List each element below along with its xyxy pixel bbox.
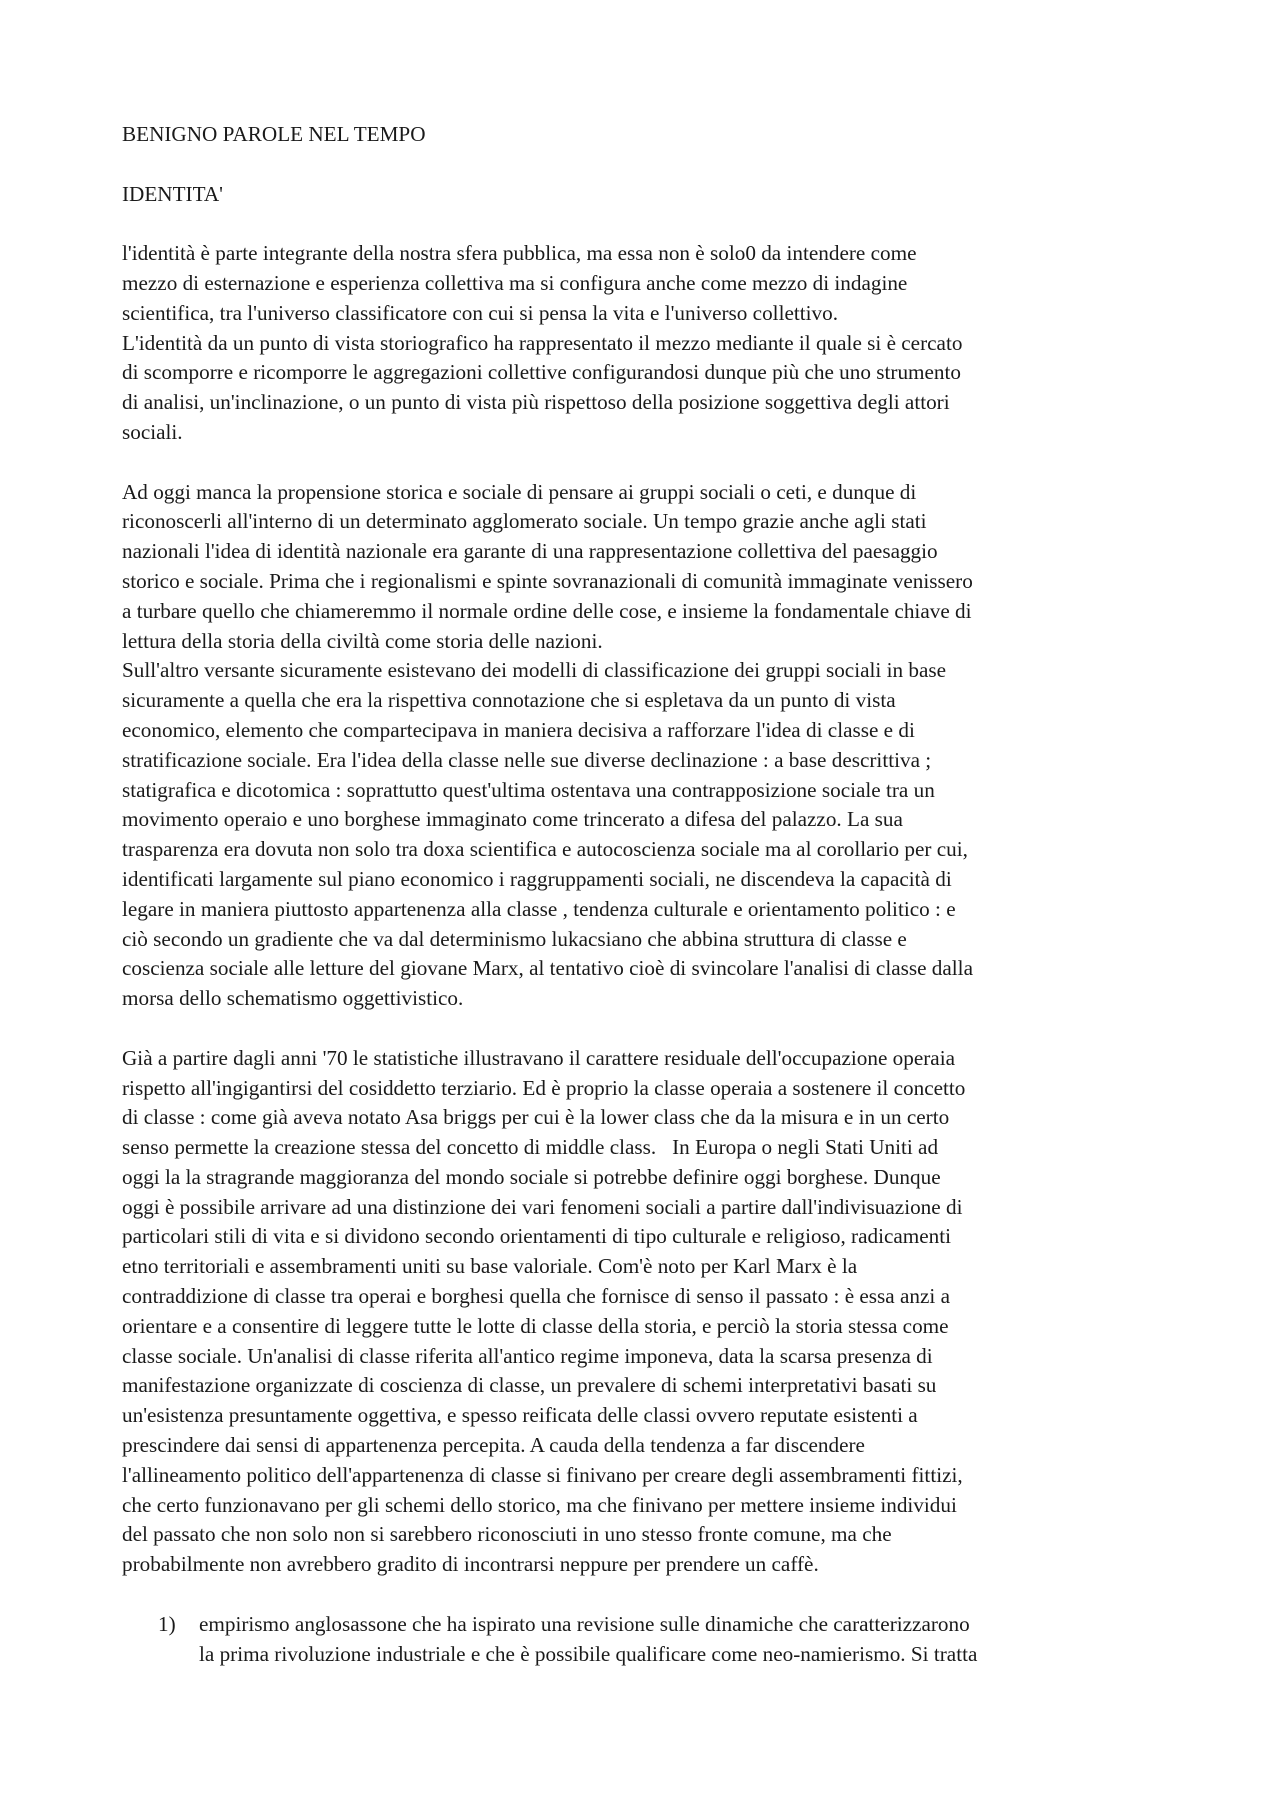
numbered-list — [122, 1610, 1182, 1670]
text-line: prescindere dai sensi di appartenenza percepita. A cauda della tendenza a far discendere — [122, 1433, 865, 1458]
list-item-number: 1) — [158, 1611, 176, 1636]
text-line: classe sociale. Un'analisi di classe riferita all'antico regime imponeva, data la scarsa presenza di — [122, 1343, 933, 1368]
text-line: morsa dello schematismo oggettivistico. — [122, 986, 464, 1011]
list-item — [122, 1610, 1182, 1670]
text-line: statigrafica e dicotomica : soprattutto quest'ultima ostentava una contrapposizione sociale tra un — [122, 777, 935, 802]
text-line: rispetto all'ingigantirsi del cosiddetto terziario. Ed è proprio la classe operaia a sostenere il concetto — [122, 1075, 966, 1100]
text-line: ciò secondo un gradiente che va dal determinismo lukacsiano che abbina struttura di classe e — [122, 926, 907, 951]
text-line: nazionali l'idea di identità nazionale era garante di una rappresentazione collettiva del paesaggio — [122, 539, 938, 564]
text-line: a turbare quello che chiameremmo il normale ordine delle cose, e insieme la fondamentale chiave di — [122, 598, 972, 623]
text-line: identificati largamente sul piano economico i raggruppamenti sociali, ne discendeva la capacità di — [122, 866, 952, 891]
text-line: del passato che non solo non si sarebbero riconosciuti in uno stesso fronte comune, ma che — [122, 1522, 892, 1547]
text-line: che certo funzionavano per gli schemi dello storico, ma che finivano per mettere insieme individui — [122, 1492, 957, 1517]
text-line: un'esistenza presuntamente oggettiva, e spesso reificata delle classi ovvero reputate esistenti a — [122, 1403, 918, 1428]
text-line: la prima rivoluzione industriale e che è possibile qualificare come neo-namierismo. Si tratta — [199, 1641, 978, 1666]
text-line: L'identità da un punto di vista storiografico ha rappresentato il mezzo mediante il quale si è cercato — [122, 330, 963, 355]
section-heading: IDENTITA' — [122, 181, 223, 206]
text-line: storico e sociale. Prima che i regionalismi e spinte sovranazionali di comunità immaginate venissero — [122, 568, 973, 593]
text-line: trasparenza era dovuta non solo tra doxa scientifica e autocoscienza sociale ma al corollario per cui, — [122, 837, 968, 862]
text-line: particolari stili di vita e si dividono secondo orientamenti di tipo culturale e religioso, radicamenti — [122, 1224, 952, 1249]
text-line: mezzo di esternazione e esperienza collettiva ma si configura anche come mezzo di indagine — [122, 270, 908, 295]
text-line: Già a partire dagli anni '70 le statistiche illustravano il carattere residuale dell'occupazione operaia — [122, 1045, 955, 1070]
text-line: senso permette la creazione stessa del concetto di middle class. In Europa o negli Stati Uniti ad — [122, 1135, 939, 1160]
text-line: movimento operaio e uno borghese immaginato come trincerato a difesa del palazzo. La sua — [122, 807, 903, 832]
paragraph-3 — [122, 1044, 1182, 1580]
text-line: lettura della storia della civiltà come storia delle nazioni. — [122, 628, 603, 653]
text-line: di classe : come già aveva notato Asa briggs per cui è la lower class che da la misura e in un certo — [122, 1105, 950, 1130]
text-line: contraddizione di classe tra operai e borghesi quella che fornisce di senso il passato : è essa anzi a — [122, 1284, 950, 1309]
text-line: riconoscerli all'interno di un determinato agglomerato sociale. Un tempo grazie anche agli stati — [122, 509, 927, 534]
paragraph-spacer — [122, 448, 1182, 478]
text-line: sociali. — [122, 419, 183, 444]
text-line: etno territoriali e assembramenti uniti su base valoriale. Com'è noto per Karl Marx è la — [122, 1254, 858, 1279]
text-line: l'allineamento politico dell'appartenenza di classe si finivano per creare degli assembramenti fittizi, — [122, 1462, 963, 1487]
text-line: oggi la la stragrande maggioranza del mondo sociale si potrebbe definire oggi borghese. Dunque — [122, 1164, 941, 1189]
text-line: coscienza sociale alle letture del giovane Marx, al tentativo cioè di svincolare l'analisi di classe dalla — [122, 956, 973, 981]
text-line: legare in maniera piuttosto appartenenza alla classe , tendenza culturale e orientamento politico : e — [122, 896, 956, 921]
text-line: empirismo anglosassone che ha ispirato una revisione sulle dinamiche che caratterizzarono — [199, 1611, 970, 1636]
text-line: oggi è possibile arrivare ad una distinzione dei vari fenomeni sociali a partire dall'indivisuazione di — [122, 1194, 963, 1219]
text-line: di scomporre e ricomporre le aggregazioni collettive configurandosi dunque più che uno strumento — [122, 360, 961, 385]
document-page — [122, 120, 1182, 1669]
text-line: manifestazione organizzate di coscienza di classe, un prevalere di schemi interpretativi basati su — [122, 1373, 937, 1398]
text-line: orientare e a consentire di leggere tutte le lotte di classe della storia, e perciò la storia stessa come — [122, 1313, 949, 1338]
paragraph-spacer — [122, 1014, 1182, 1044]
text-line: sicuramente a quella che era la rispettiva connotazione che si espletava da un punto di vista — [122, 688, 896, 713]
text-line: stratificazione sociale. Era l'idea della classe nelle sue diverse declinazione : a base descrittiva ; — [122, 747, 932, 772]
text-line: Sull'altro versante sicuramente esistevano dei modelli di classificazione dei gruppi sociali in base — [122, 658, 946, 683]
text-line: Ad oggi manca la propensione storica e sociale di pensare ai gruppi sociali o ceti, e dunque di — [122, 479, 917, 504]
paragraph-1 — [122, 239, 1182, 448]
text-line: l'identità è parte integrante della nostra sfera pubblica, ma essa non è solo0 da intendere come — [122, 241, 917, 266]
text-line: di analisi, un'inclinazione, o un punto di vista più rispettoso della posizione soggettiva degli attori — [122, 390, 950, 415]
paragraph-2 — [122, 478, 1182, 1014]
text-line: economico, elemento che compartecipava in maniera decisiva a rafforzare l'idea di classe e di — [122, 717, 915, 742]
text-line: probabilmente non avrebbero gradito di incontrarsi neppure per prendere un caffè. — [122, 1552, 819, 1577]
text-line: scientifica, tra l'universo classificatore con cui si pensa la vita e l'universo collettivo. — [122, 300, 838, 325]
document-title: BENIGNO PAROLE NEL TEMPO — [122, 122, 426, 146]
